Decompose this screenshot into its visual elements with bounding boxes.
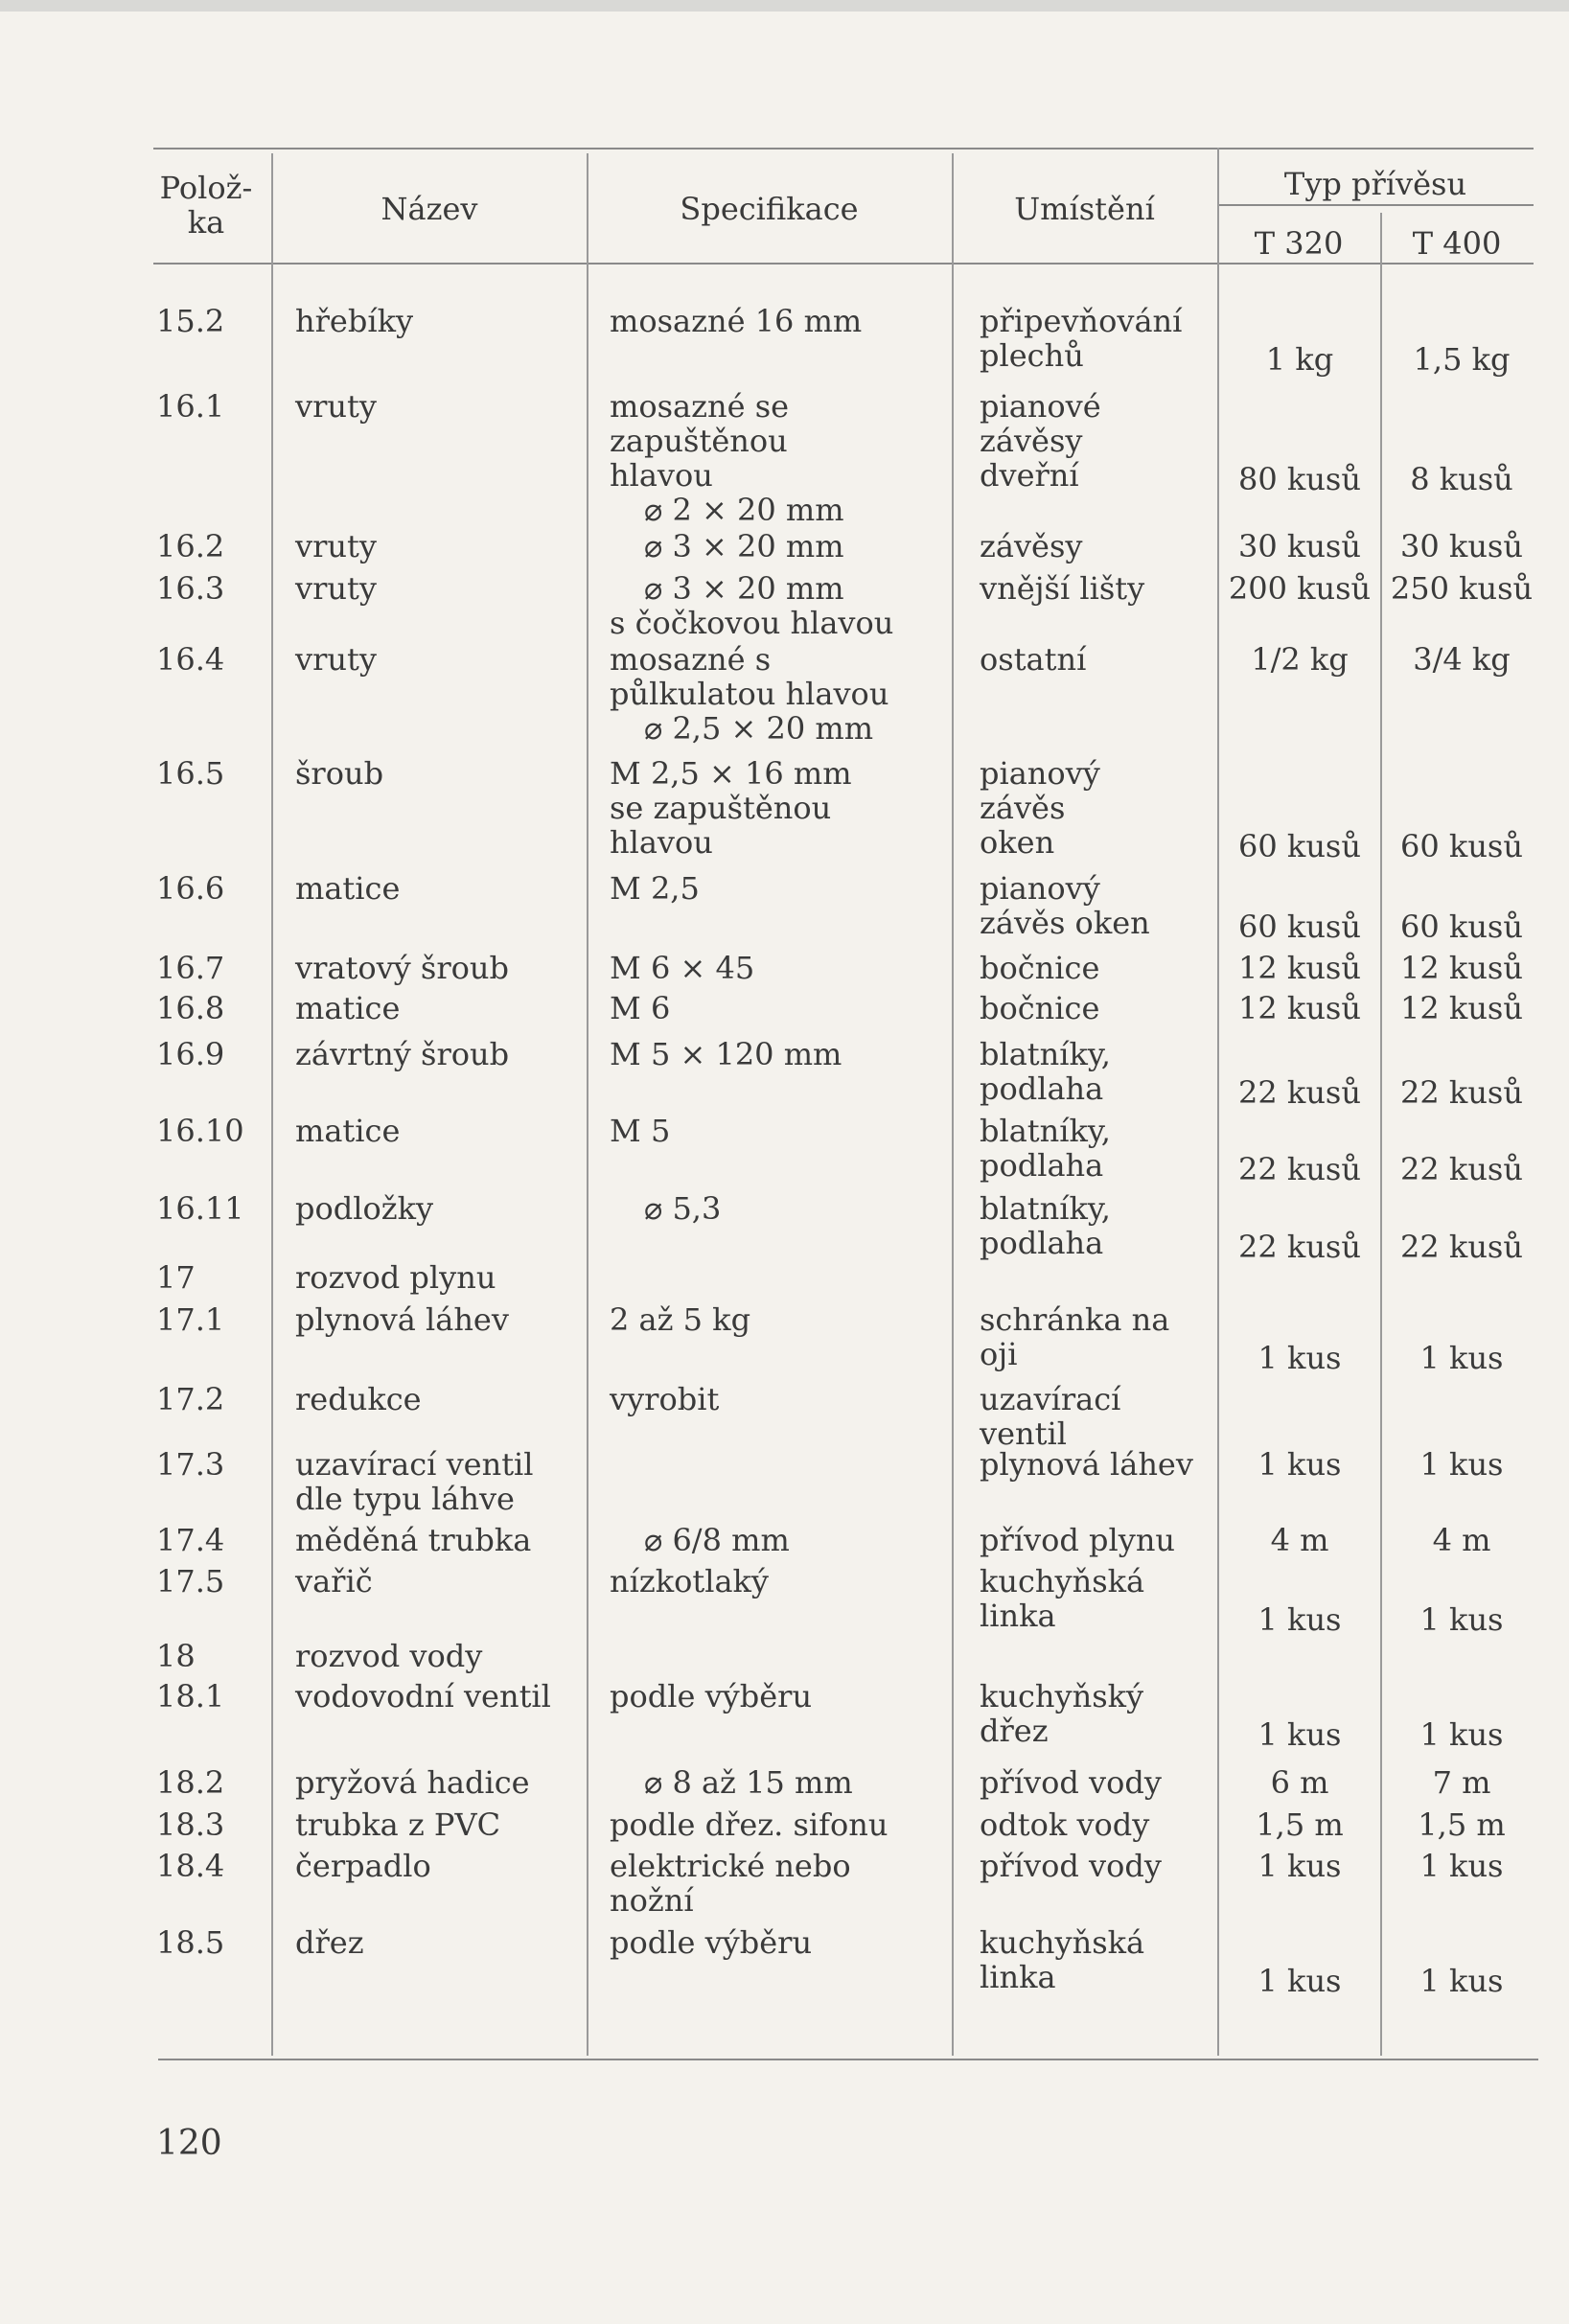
header-t320: T 320 — [1254, 225, 1344, 262]
row-name: vruty — [295, 570, 377, 607]
row-qty-t400: 1 kus — [1419, 1446, 1504, 1483]
row-spec: vyrobit — [610, 1381, 720, 1417]
row-qty-t320: 30 kusů — [1238, 528, 1361, 564]
table-bottom-rule — [158, 2059, 1538, 2060]
row-qty-t400: 8 kusů — [1410, 461, 1513, 497]
col-sep-5 — [1380, 213, 1382, 2056]
row-qty-t400: 30 kusů — [1400, 528, 1523, 564]
row-item-number: 16.2 — [156, 528, 225, 564]
row-spec: zapuštěnou — [610, 423, 788, 459]
header-spec: Specifikace — [680, 191, 859, 227]
row-qty-t400: 22 kusů — [1400, 1151, 1523, 1187]
row-qty-t320: 60 kusů — [1238, 909, 1361, 945]
row-qty-t400: 1 kus — [1419, 1601, 1504, 1638]
header-bottom-rule — [153, 263, 1534, 265]
row-spec: hlavou — [610, 824, 713, 861]
row-place: blatníky, — [980, 1113, 1111, 1149]
row-name: matice — [295, 870, 401, 907]
row-spec: mosazné se — [610, 388, 790, 425]
row-name: trubka z PVC — [295, 1806, 501, 1843]
row-spec: M 6 — [610, 990, 671, 1026]
row-qty-t320: 60 kusů — [1238, 828, 1361, 864]
row-name: podložky — [295, 1190, 434, 1227]
row-item-number: 18.5 — [156, 1924, 225, 1961]
row-place: plynová láhev — [980, 1446, 1193, 1483]
book-page — [0, 12, 1569, 2324]
row-item-number: 17.3 — [156, 1446, 225, 1483]
row-name: redukce — [295, 1381, 422, 1417]
row-spec: mosazné 16 mm — [610, 303, 863, 339]
row-name: matice — [295, 1113, 401, 1149]
row-spec: podle výběru — [610, 1924, 813, 1961]
row-spec: se zapuštěnou — [610, 790, 832, 826]
row-qty-t320: 1 kg — [1265, 341, 1334, 378]
col-sep-2 — [587, 153, 588, 2056]
row-spec: ⌀ 3 × 20 mm — [644, 528, 844, 564]
col-sep-1 — [271, 153, 273, 2056]
row-item-number: 16.4 — [156, 641, 225, 678]
row-spec: ⌀ 2 × 20 mm — [644, 492, 844, 528]
row-spec: ⌀ 3 × 20 mm — [644, 570, 844, 607]
header-t400: T 400 — [1412, 225, 1502, 262]
row-spec: nožní — [610, 1882, 694, 1919]
page-number: 120 — [156, 2124, 222, 2163]
row-qty-t320: 1 kus — [1258, 1963, 1342, 1999]
row-spec: ⌀ 5,3 — [644, 1190, 722, 1227]
row-item-number: 17.5 — [156, 1563, 225, 1599]
row-place: pianové — [980, 388, 1101, 425]
row-place: ostatní — [980, 641, 1087, 678]
row-spec: M 5 × 120 mm — [610, 1036, 842, 1072]
row-qty-t320: 22 kusů — [1238, 1074, 1361, 1111]
header-item-label: Polož- ka — [159, 170, 253, 241]
row-name: rozvod vody — [295, 1638, 483, 1674]
row-item-number: 16.6 — [156, 870, 225, 907]
row-qty-t400: 12 kusů — [1400, 990, 1523, 1026]
row-place: vnější lišty — [980, 570, 1145, 607]
row-qty-t320: 4 m — [1270, 1522, 1329, 1558]
row-name: vratový šroub — [295, 950, 509, 986]
row-qty-t400: 3/4 kg — [1413, 641, 1511, 678]
row-qty-t400: 1 kus — [1419, 1716, 1504, 1753]
row-item-number: 15.2 — [156, 303, 225, 339]
row-spec: ⌀ 2,5 × 20 mm — [644, 710, 874, 747]
row-qty-t320: 1 kus — [1258, 1446, 1342, 1483]
row-place: dveřní — [980, 457, 1079, 494]
row-name: matice — [295, 990, 401, 1026]
row-name: dřez — [295, 1924, 364, 1961]
row-place: plechů — [980, 337, 1084, 374]
header-place: Umístění — [1014, 191, 1155, 227]
row-item-number: 16.8 — [156, 990, 225, 1026]
row-name: šroub — [295, 755, 384, 792]
row-item-number: 16.11 — [156, 1190, 244, 1227]
row-place: kuchyňská — [980, 1563, 1145, 1599]
row-spec: hlavou — [610, 457, 713, 494]
row-item-number: 17 — [156, 1259, 196, 1296]
row-place: oji — [980, 1336, 1018, 1372]
row-qty-t320: 22 kusů — [1238, 1151, 1361, 1187]
row-spec: M 2,5 — [610, 870, 700, 907]
row-name: uzavírací ventil — [295, 1446, 534, 1483]
row-name: závrtný šroub — [295, 1036, 510, 1072]
row-item-number: 18.2 — [156, 1764, 225, 1801]
row-place: podlaha — [980, 1070, 1104, 1107]
type-group-rule — [1217, 204, 1534, 206]
row-place: podlaha — [980, 1225, 1104, 1261]
row-spec: nízkotlaký — [610, 1563, 769, 1599]
row-spec: 2 až 5 kg — [610, 1301, 751, 1338]
row-item-number: 16.10 — [156, 1113, 244, 1149]
row-qty-t320: 12 kusů — [1238, 950, 1361, 986]
row-item-number: 16.5 — [156, 755, 225, 792]
row-name: vruty — [295, 528, 377, 564]
row-name: vruty — [295, 641, 377, 678]
row-place: podlaha — [980, 1147, 1104, 1184]
row-place: schránka na — [980, 1301, 1170, 1338]
row-name: vařič — [295, 1563, 373, 1599]
row-name: dle typu láhve — [295, 1481, 515, 1517]
row-item-number: 18.3 — [156, 1806, 225, 1843]
row-spec: M 2,5 × 16 mm — [610, 755, 852, 792]
row-place: kuchyňský — [980, 1678, 1144, 1714]
row-place: ventil — [980, 1415, 1067, 1452]
row-spec: s čočkovou hlavou — [610, 605, 894, 641]
row-qty-t320: 1 kus — [1258, 1716, 1342, 1753]
row-name: vruty — [295, 388, 377, 425]
row-qty-t400: 22 kusů — [1400, 1229, 1523, 1265]
row-place: odtok vody — [980, 1806, 1150, 1843]
header-item — [153, 171, 259, 240]
row-place: přívod vody — [980, 1764, 1162, 1801]
row-place: oken — [980, 824, 1055, 861]
row-qty-t400: 22 kusů — [1400, 1074, 1523, 1111]
row-place: závěsy — [980, 528, 1083, 564]
row-qty-t320: 1 kus — [1258, 1848, 1342, 1884]
row-name: vodovodní ventil — [295, 1678, 551, 1714]
row-qty-t400: 1 kus — [1419, 1340, 1504, 1376]
row-item-number: 18 — [156, 1638, 196, 1674]
row-qty-t400: 1 kus — [1419, 1848, 1504, 1884]
row-spec: podle výběru — [610, 1678, 813, 1714]
row-qty-t400: 60 kusů — [1400, 828, 1523, 864]
row-qty-t400: 1 kus — [1419, 1963, 1504, 1999]
row-qty-t320: 1,5 m — [1256, 1806, 1344, 1843]
row-name: rozvod plynu — [295, 1259, 496, 1296]
row-qty-t320: 80 kusů — [1238, 461, 1361, 497]
row-qty-t320: 1/2 kg — [1251, 641, 1349, 678]
scan-top-band — [0, 0, 1569, 12]
row-spec: půlkulatou hlavou — [610, 676, 889, 712]
table-top-rule — [153, 148, 1534, 150]
row-place: dřez — [980, 1713, 1049, 1749]
row-place: kuchyňská — [980, 1924, 1145, 1961]
row-item-number: 18.4 — [156, 1848, 225, 1884]
row-place: blatníky, — [980, 1036, 1111, 1072]
row-place: závěs — [980, 790, 1066, 826]
row-qty-t400: 7 m — [1432, 1764, 1491, 1801]
row-place: bočnice — [980, 950, 1100, 986]
row-qty-t320: 1 kus — [1258, 1340, 1342, 1376]
row-place: pianový — [980, 755, 1100, 792]
row-qty-t400: 60 kusů — [1400, 909, 1523, 945]
row-qty-t400: 12 kusů — [1400, 950, 1523, 986]
row-name: plynová láhev — [295, 1301, 509, 1338]
header-type-group: Typ přívěsu — [1283, 166, 1467, 202]
row-name: pryžová hadice — [295, 1764, 530, 1801]
row-place: závěsy — [980, 423, 1083, 459]
row-qty-t400: 1,5 m — [1418, 1806, 1506, 1843]
row-spec: M 6 × 45 — [610, 950, 755, 986]
row-place: přívod plynu — [980, 1522, 1176, 1558]
row-place: pianový — [980, 870, 1100, 907]
row-place: blatníky, — [980, 1190, 1111, 1227]
row-place: uzavírací — [980, 1381, 1121, 1417]
col-sep-4 — [1217, 148, 1219, 2056]
row-name: hřebíky — [295, 303, 414, 339]
row-item-number: 17.1 — [156, 1301, 225, 1338]
row-spec: ⌀ 8 až 15 mm — [644, 1764, 853, 1801]
row-item-number: 18.1 — [156, 1678, 225, 1714]
row-item-number: 16.1 — [156, 388, 225, 425]
row-spec: M 5 — [610, 1113, 671, 1149]
row-item-number: 16.7 — [156, 950, 225, 986]
row-spec: podle dřez. sifonu — [610, 1806, 888, 1843]
row-spec: elektrické nebo — [610, 1848, 851, 1884]
row-qty-t400: 1,5 kg — [1413, 341, 1511, 378]
row-item-number: 16.3 — [156, 570, 225, 607]
row-qty-t320: 1 kus — [1258, 1601, 1342, 1638]
row-place: závěs oken — [980, 905, 1150, 941]
row-place: bočnice — [980, 990, 1100, 1026]
row-qty-t400: 250 kusů — [1390, 570, 1534, 607]
row-name: měděná trubka — [295, 1522, 532, 1558]
row-qty-t400: 4 m — [1432, 1522, 1491, 1558]
row-qty-t320: 6 m — [1270, 1764, 1329, 1801]
row-qty-t320: 12 kusů — [1238, 990, 1361, 1026]
row-spec: ⌀ 6/8 mm — [644, 1522, 790, 1558]
row-spec: mosazné s — [610, 641, 772, 678]
row-qty-t320: 22 kusů — [1238, 1229, 1361, 1265]
row-place: linka — [980, 1598, 1056, 1634]
col-sep-3 — [952, 153, 954, 2056]
row-place: připevňování — [980, 303, 1183, 339]
row-item-number: 17.4 — [156, 1522, 225, 1558]
row-item-number: 17.2 — [156, 1381, 225, 1417]
row-name: čerpadlo — [295, 1848, 431, 1884]
row-place: linka — [980, 1959, 1056, 1995]
row-item-number: 16.9 — [156, 1036, 225, 1072]
row-qty-t320: 200 kusů — [1228, 570, 1372, 607]
row-place: přívod vody — [980, 1848, 1162, 1884]
header-name: Název — [381, 191, 478, 227]
